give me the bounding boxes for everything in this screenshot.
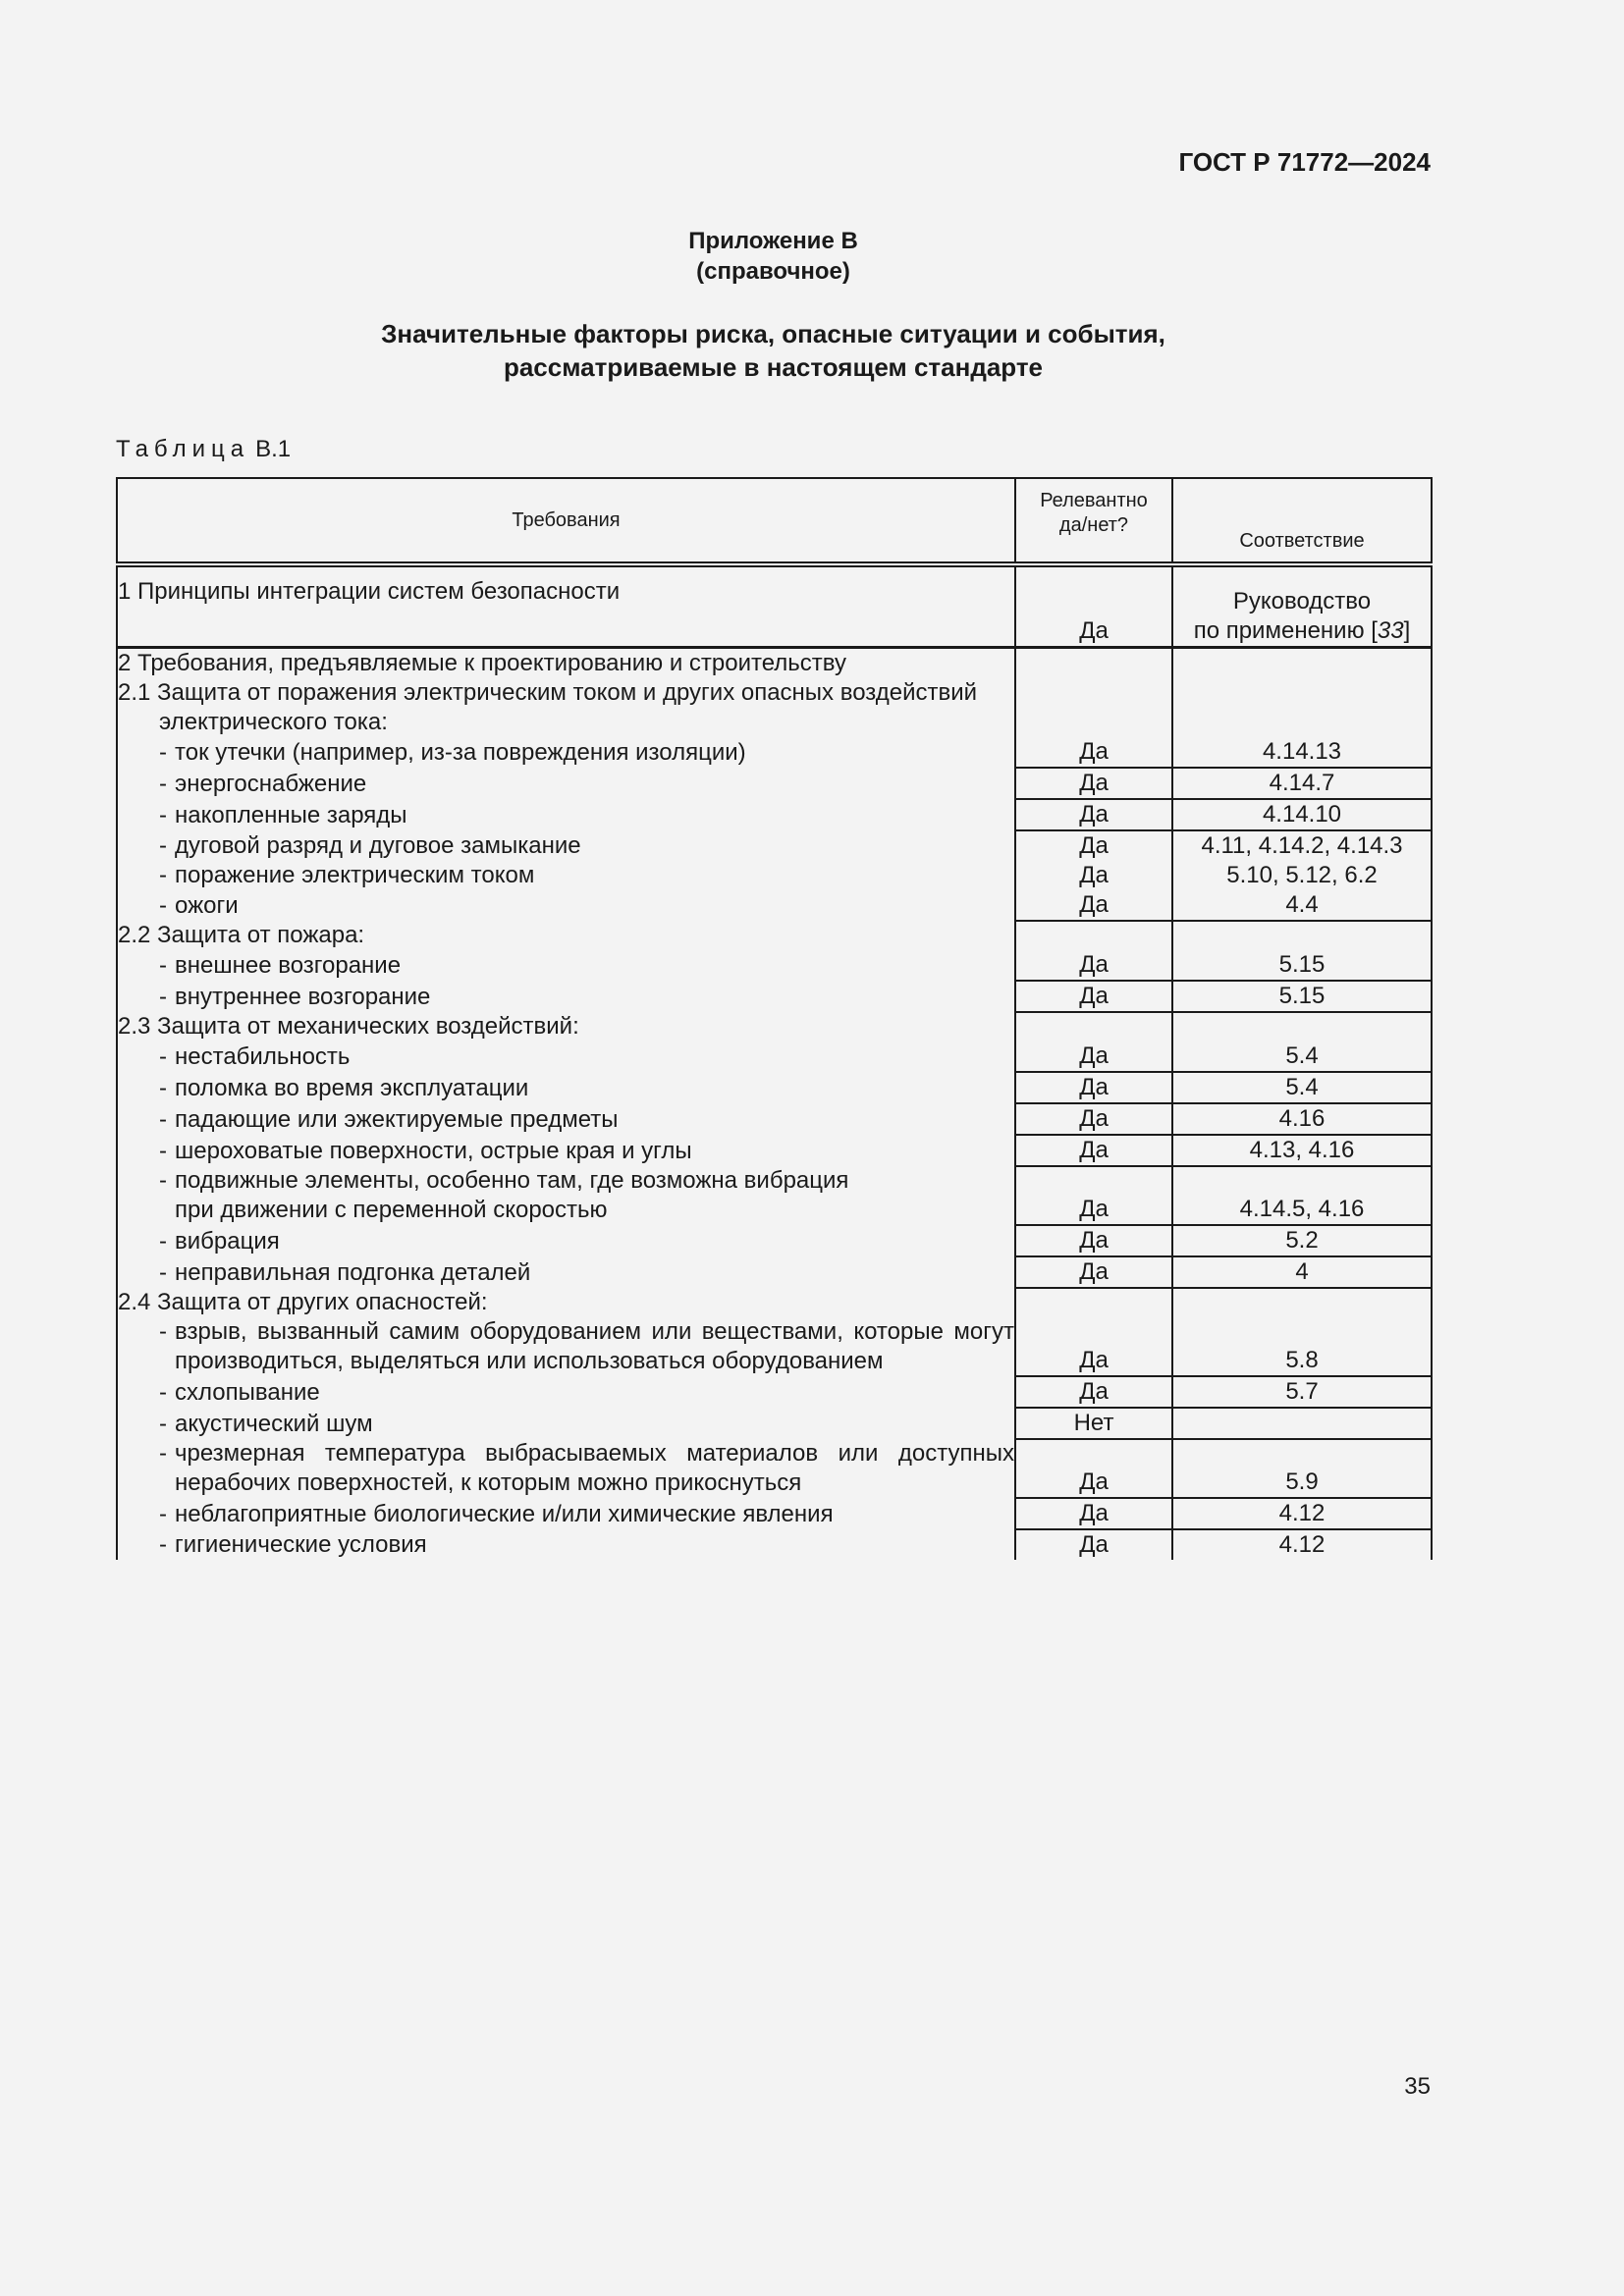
bullet-dash: - — [159, 771, 167, 797]
item-compliance — [1172, 1408, 1432, 1439]
item-relevant: Да — [1015, 1041, 1172, 1072]
row1-relevant: Да — [1015, 564, 1172, 648]
bullet-dash: - — [159, 1167, 167, 1194]
item-text: вибрация — [175, 1228, 280, 1255]
item-relevant: Да — [1015, 1376, 1172, 1408]
item-relevant: Да — [1015, 1166, 1172, 1225]
item-text-line-2: при движении с переменной скоростью — [175, 1197, 608, 1223]
row1-compliance-line-2 — [1173, 616, 1431, 646]
row1-compliance-line-1: Руководство — [1232, 588, 1372, 614]
table-row — [117, 799, 1432, 830]
appendix-label: Приложение В — [688, 228, 858, 254]
item-text: гигиенические условия — [175, 1531, 427, 1558]
item-compliance: 5.15 — [1172, 981, 1432, 1012]
table-caption-number: В.1 — [255, 436, 292, 462]
item-relevant: Да — [1015, 950, 1172, 981]
bullet-dash: - — [159, 1259, 167, 1286]
page-number: 35 — [1404, 2073, 1431, 2100]
table-row — [117, 564, 1432, 648]
item-text: внешнее возгорание — [175, 952, 402, 979]
item-compliance: 4.14.5, 4.16 — [1172, 1166, 1432, 1225]
table-row — [117, 1072, 1432, 1103]
bullet-dash: - — [159, 1228, 167, 1255]
item-relevant: Да — [1015, 799, 1172, 830]
item-relevant: Да — [1015, 1103, 1172, 1135]
item-compliance: 5.15 — [1172, 950, 1432, 981]
table-row — [117, 1439, 1432, 1498]
item-relevant: Да — [1015, 1072, 1172, 1103]
subsection-2-4-heading: 2.4 Защита от других опасностей: — [117, 1288, 1015, 1317]
bullet-dash: - — [159, 1106, 167, 1133]
bullet-dash: - — [159, 952, 167, 979]
item-text: нестабильность — [175, 1043, 351, 1070]
title-line-1: Значительные факторы риска, опасные ситуации и события, — [381, 319, 1165, 348]
bullet-dash: - — [159, 1379, 167, 1406]
item-text: ожоги — [175, 892, 239, 919]
item-relevant: Да — [1015, 1529, 1172, 1560]
bullet-dash: - — [159, 1411, 167, 1437]
table-row — [117, 1529, 1432, 1560]
standard-code: ГОСТ Р 71772—2024 — [1178, 147, 1431, 177]
bullet-dash: - — [159, 1075, 167, 1101]
row1-compliance-ref: 33 — [1377, 617, 1404, 644]
item-text: поломка во время эксплуатации — [175, 1075, 529, 1101]
subsection-row — [117, 921, 1432, 950]
table-row — [117, 1041, 1432, 1072]
subsection-row — [117, 1288, 1432, 1317]
item-relevant: Да — [1015, 1317, 1172, 1376]
item-text: энергоснабжение — [175, 771, 367, 797]
item-text: ток утечки (например, из-за повреждения изоляции) — [175, 739, 746, 766]
header-relevant-line-2: да/нет? — [1058, 514, 1129, 536]
item-relevant: Да — [1015, 861, 1172, 890]
item-text: неблагоприятные биологические и/или химические явления — [175, 1501, 834, 1527]
item-relevant: Да — [1015, 737, 1172, 768]
table-row — [117, 1376, 1432, 1408]
table-row — [117, 1498, 1432, 1529]
item-text: накопленные заряды — [175, 802, 407, 828]
bullet-dash: - — [159, 1531, 167, 1558]
bullet-dash: - — [159, 984, 167, 1010]
table-row — [117, 830, 1432, 861]
row1-compliance-prefix: по применению [ — [1193, 617, 1378, 644]
table-row — [117, 1135, 1432, 1166]
item-compliance: 5.10, 5.12, 6.2 — [1172, 861, 1432, 890]
title-line-2: рассматриваемые в настоящем стандарте — [503, 352, 1044, 382]
item-text: поражение электрическим током — [175, 862, 535, 888]
section-2-heading: 2 Требования, предъявляемые к проектированию и строительству — [117, 648, 1015, 679]
item-compliance: 5.9 — [1172, 1439, 1432, 1498]
item-relevant: Да — [1015, 1135, 1172, 1166]
item-relevant: Да — [1015, 981, 1172, 1012]
item-compliance: 5.4 — [1172, 1041, 1432, 1072]
item-compliance: 4.12 — [1172, 1498, 1432, 1529]
section-row — [117, 648, 1432, 679]
item-text-line-1: подвижные элементы, особенно там, где возможна вибрация — [175, 1167, 849, 1194]
item-compliance: 4 — [1172, 1256, 1432, 1288]
item-text: дуговой разряд и дуговое замыкание — [175, 832, 581, 859]
table-row — [117, 981, 1432, 1012]
item-compliance: 5.4 — [1172, 1072, 1432, 1103]
item-text: взрыв, вызванный самим оборудованием или веществами, которые могут производиться, выделяться или использоваться оборудованием — [175, 1318, 1014, 1374]
row1-compliance-suffix: ] — [1403, 617, 1411, 644]
bullet-dash: - — [159, 862, 167, 888]
item-text: внутреннее возгорание — [175, 984, 431, 1010]
table-row — [117, 1225, 1432, 1256]
item-relevant: Да — [1015, 1439, 1172, 1498]
item-compliance: 4.14.10 — [1172, 799, 1432, 830]
appendix-heading — [116, 226, 1431, 287]
item-text: акустический шум — [175, 1411, 373, 1437]
item-compliance: 4.14.7 — [1172, 768, 1432, 799]
table-row — [117, 1317, 1432, 1376]
table-caption-word: Таблица — [116, 436, 250, 462]
bullet-dash: - — [159, 1318, 167, 1345]
item-compliance: 5.2 — [1172, 1225, 1432, 1256]
table-row — [117, 737, 1432, 768]
table-row — [117, 768, 1432, 799]
bullet-dash: - — [159, 1501, 167, 1527]
bullet-dash: - — [159, 1440, 167, 1467]
header-relevant — [1015, 478, 1172, 564]
subsection-2-2-heading: 2.2 Защита от пожара: — [117, 921, 1015, 950]
subsection-row — [117, 1012, 1432, 1041]
header-requirements: Требования — [117, 478, 1015, 564]
item-compliance: 4.13, 4.16 — [1172, 1135, 1432, 1166]
subsection-2-1-heading: 2.1 Защита от поражения электрическим током и других опасных воздействий электрического тока: — [118, 679, 978, 735]
table-row — [117, 890, 1432, 921]
header-relevant-line-1: Релевантно — [1040, 490, 1148, 511]
item-relevant: Да — [1015, 1225, 1172, 1256]
item-text: неправильная подгонка деталей — [175, 1259, 531, 1286]
table-row — [117, 1408, 1432, 1439]
item-text: падающие или эжектируемые предметы — [175, 1106, 619, 1133]
item-compliance: 4.4 — [1172, 890, 1432, 921]
item-relevant: Да — [1015, 1498, 1172, 1529]
item-relevant: Да — [1015, 830, 1172, 861]
table-row — [117, 1166, 1432, 1225]
item-compliance: 4.11, 4.14.2, 4.14.3 — [1172, 830, 1432, 861]
item-relevant: Да — [1015, 1256, 1172, 1288]
bullet-dash: - — [159, 1138, 167, 1164]
row1-compliance — [1172, 564, 1432, 648]
item-compliance: 4.14.13 — [1172, 737, 1432, 768]
row1-text: 1 Принципы интеграции систем безопасности — [117, 564, 1015, 648]
item-text: чрезмерная температура выбрасываемых материалов или доступных нерабочих поверхностей, к которым можно прикоснуться — [175, 1440, 1014, 1496]
item-text — [175, 1166, 1014, 1225]
requirements-table — [116, 477, 1433, 1560]
table-caption — [116, 436, 291, 463]
item-compliance: 4.16 — [1172, 1103, 1432, 1135]
header-compliance: Соответствие — [1172, 478, 1432, 564]
table-header-row — [117, 478, 1432, 564]
bullet-dash: - — [159, 739, 167, 766]
item-compliance: 5.8 — [1172, 1317, 1432, 1376]
bullet-dash: - — [159, 1043, 167, 1070]
bullet-dash: - — [159, 832, 167, 859]
item-relevant: Да — [1015, 890, 1172, 921]
bullet-dash: - — [159, 892, 167, 919]
document-title — [116, 317, 1431, 384]
table-row — [117, 861, 1432, 890]
item-text: шероховатые поверхности, острые края и углы — [175, 1138, 692, 1164]
subsection-2-3-heading: 2.3 Защита от механических воздействий: — [117, 1012, 1015, 1041]
item-relevant: Да — [1015, 768, 1172, 799]
subsection-row — [117, 678, 1432, 737]
bullet-dash: - — [159, 802, 167, 828]
table-row — [117, 1103, 1432, 1135]
table-row — [117, 950, 1432, 981]
item-compliance: 5.7 — [1172, 1376, 1432, 1408]
appendix-type: (справочное) — [696, 258, 850, 285]
table-row — [117, 1256, 1432, 1288]
item-compliance: 4.12 — [1172, 1529, 1432, 1560]
item-text: схлопывание — [175, 1379, 320, 1406]
item-relevant: Нет — [1015, 1408, 1172, 1439]
